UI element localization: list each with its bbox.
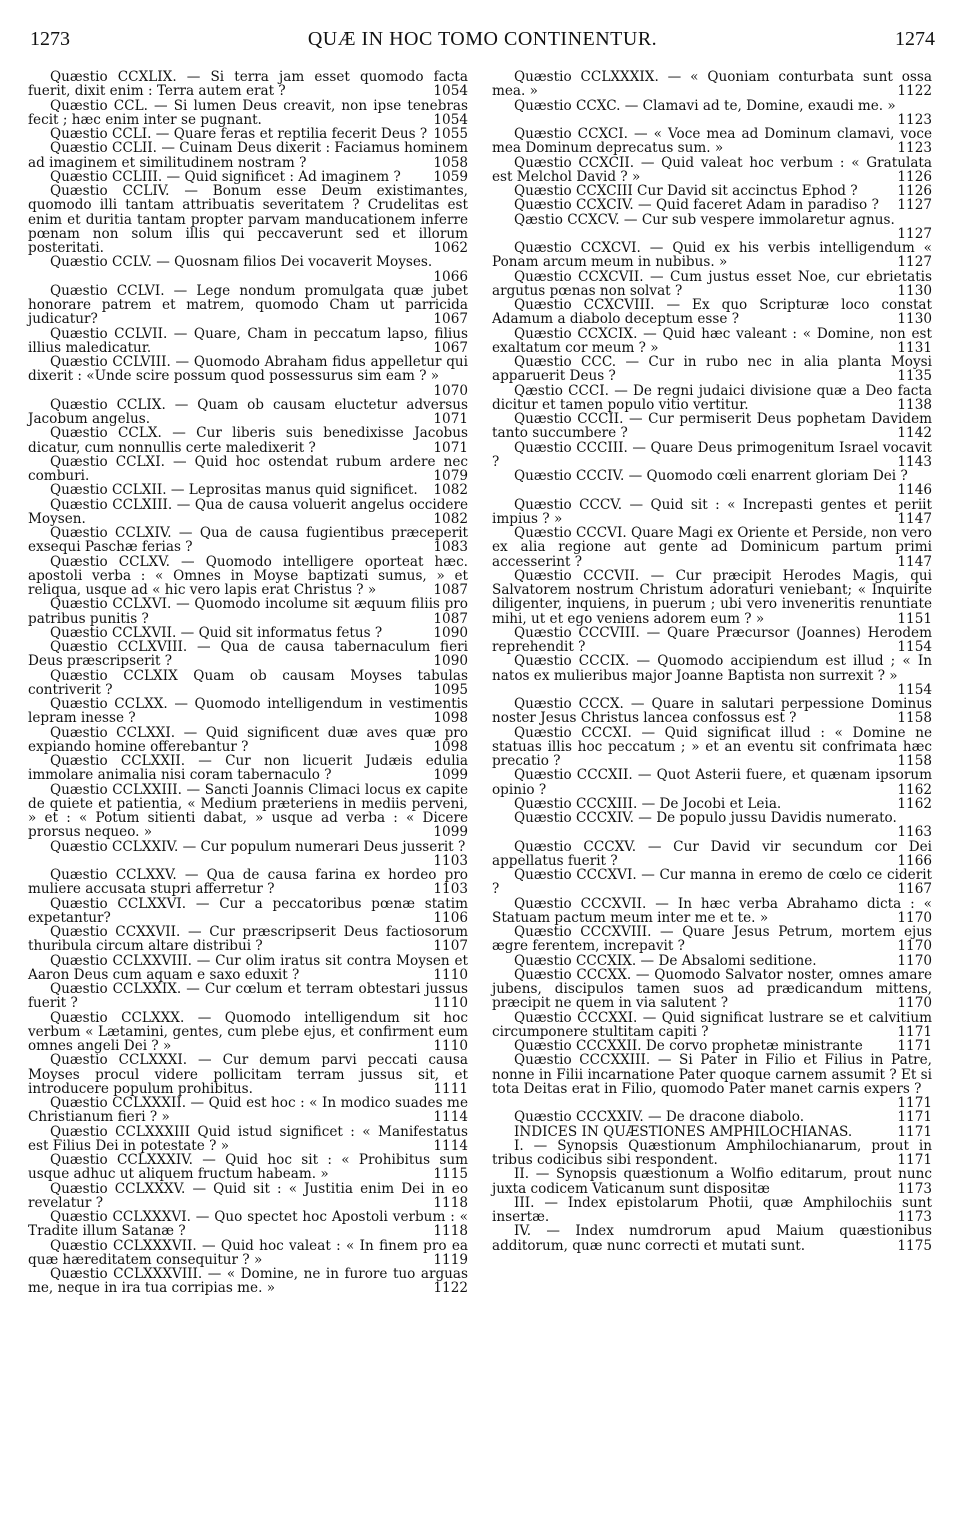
index-entry (492, 954, 932, 968)
index-entry (28, 1182, 468, 1211)
column-reference: 1171 (897, 1123, 932, 1140)
index-entry (28, 255, 468, 284)
column-reference: 1090 (433, 624, 468, 641)
index-entry (28, 498, 468, 527)
entry-text: Quæstio CCXXVII. — Cur præscripserit Deus factiosorum thuribula circum altare distribui ? (28, 924, 468, 955)
entry-text: Quæstio CCLIV. — Bonum esse Deum existimantes, quomodo illi tantam attribuatis severitatem ? Crudelitas est enim et duritia tantam propter parvam manducationem inferre pœnam non solum illis qui peccaverunt sed et illorum posteritati. (28, 183, 468, 256)
column-reference: 1166 (897, 852, 932, 869)
index-entry (28, 526, 468, 555)
column-reference: 1122 (433, 1280, 468, 1297)
column-reference: 1062 (433, 240, 468, 256)
entry-text: Quæstio CCCXVII. — In hæc verba Abrahamo dicta : « Statuam pactum meum inter me et te. » (492, 895, 932, 926)
index-entry (28, 141, 468, 170)
column-reference: 1070 (433, 382, 468, 399)
column-reference: 1123 (897, 140, 932, 157)
index-entry (28, 925, 468, 954)
column-reference: 1171 (897, 1023, 932, 1040)
column-reference: 1118 (433, 1194, 468, 1211)
column-reference: 1114 (433, 1109, 468, 1126)
column-reference: 1154 (897, 639, 932, 655)
column-reference: 1090 (433, 653, 468, 670)
index-entry (492, 726, 932, 769)
entry-text: Quæstio CCCXIII. — De Jocobi et Leia. (514, 795, 782, 812)
index-entry (492, 99, 932, 128)
index-entry (28, 640, 468, 669)
column-reference: 1119 (433, 1251, 468, 1268)
index-entry (492, 184, 932, 198)
column-reference: 1071 (433, 439, 468, 456)
index-entry (28, 868, 468, 897)
entry-text: Quæstio CCLXXXIV. — Quid hoc sit : « Prohibitus sum usque adhuc ut aliquem fructum habeam. » (28, 1152, 468, 1183)
index-entry (492, 1224, 932, 1253)
entry-text: Quæstio CCXCVI. — Quid ex his verbis intelligendum « Ponam arcum meum in nubibus. » (492, 240, 932, 271)
entry-text: Quæstio CCCXX. — Quomodo Salvator noster, omnes amare jubens, discipulos tamen suos ad prædicandum mittens, præcipit ne quem in via salutent ? (492, 966, 932, 1012)
column-reference: 1143 (897, 453, 932, 470)
column-reference: 1171 (897, 1095, 932, 1111)
page-number-right: 1274 (895, 28, 935, 50)
entry-text: Quæstio CCLXXXV. — Quid sit : « Justitia enim Dei in eo revelatur ? (28, 1180, 468, 1211)
column-reference: 1126 (897, 183, 932, 199)
index-entry (492, 1139, 932, 1168)
entry-text: Quæstio CCCXI. — Quid significat illud : « Domine ne statuas illis hoc peccatum ; » et an eventu sit confrimata hæc precatio ? (492, 724, 932, 769)
entry-text: Quæstio CCLXXXII. — Quid est hoc : « In modico suades me Christianum fieri ? » (28, 1095, 468, 1126)
index-entry (28, 555, 468, 598)
column-reference: 1098 (433, 710, 468, 727)
index-entry (492, 811, 932, 840)
index-entry (492, 897, 932, 926)
column-reference: 1131 (897, 339, 932, 356)
index-entry (492, 626, 932, 655)
column-reference: 1175 (897, 1237, 932, 1254)
index-entry (492, 654, 932, 697)
entry-text: Quæstio CCLXVI. — Quomodo incolume sit æquum filiis pro patribus punitis ? (28, 596, 468, 627)
column-reference: 1106 (433, 909, 468, 926)
entry-text: Quæstio CCCIII. — Quare Deus primogenitum Israel vocavit ? (492, 439, 932, 470)
index-entry (28, 783, 468, 840)
column-reference: 1167 (897, 881, 932, 898)
entry-text: Quæstio CCLXXIV. — Cur populum numerari Deus jusserit ? (50, 838, 466, 855)
index-entry (492, 498, 932, 527)
entry-text: Quæstio CCLXV. — Quomodo intelligere oporteat hæc. apostoli verba : « Omnes in Moyse baptizati sumus, » et reliqua, usque ad « hic vero lapis erat Christus ? » (28, 553, 468, 598)
index-entry (492, 384, 932, 413)
index-entry (492, 868, 932, 897)
column-reference: 1115 (433, 1166, 468, 1183)
column-reference: 1067 (433, 311, 468, 328)
entry-text: Quæstio CCCII. — Cur permiserit Deus pophetam Davidem tanto succumbere ? (492, 411, 932, 442)
index-entry (28, 284, 468, 327)
entry-text: I. — Synopsis Quæstionum Amphilochianarum, prout in tribus codicibus sibi respondent. (492, 1137, 932, 1168)
index-entry (492, 327, 932, 356)
column-reference: 1170 (897, 938, 932, 955)
column-reference: 1114 (433, 1137, 468, 1154)
column-reference: 1083 (433, 539, 468, 556)
index-entry (28, 626, 468, 640)
entry-text: Quæstio CCXCII. — Quid valeat hoc verbum : « Gratulata est Melchol David ? » (492, 154, 932, 185)
entry-text: Quæstio CCLXI. — Quid hoc ostendat rubum ardere nec comburi. (28, 453, 468, 484)
entry-text: Quæstio CCLXVII. — Quid sit informatus fetus ? (50, 624, 383, 641)
index-entry (28, 669, 468, 698)
entry-text: Quæstio CCLXXV. — Qua de causa farina ex hordeo pro muliere accusata stupri afferretur ? (28, 867, 468, 898)
entry-text: Quæstio CCLXXX. — Quomodo intelligendum sit hoc verbum « Lætamini, gentes, cum plebe ejus, et confirment eum omnes angeli Dei ? » (28, 1009, 468, 1054)
index-entry (492, 1110, 932, 1124)
index-entry (28, 70, 468, 99)
entry-text: Quæstio CCLIX. — Quam ob causam eluctetur adversus Jacobum angelus. (28, 396, 468, 427)
entry-text: Quæstio CCCX. — Quare in salutari perpessione Dominus noster Jesus Christus lancea confossus est ? (492, 696, 932, 727)
index-entry (28, 697, 468, 726)
column-reference: 1170 (897, 909, 932, 926)
column-reference: 1138 (897, 396, 932, 413)
index-entry (492, 412, 932, 441)
column-reference: 1071 (433, 411, 468, 427)
column-reference: 1170 (897, 952, 932, 969)
index-entry (28, 127, 468, 141)
entry-text: Quæstio CCLV. — Quosnam filios Dei vocaverit Moyses. (50, 254, 433, 271)
entry-text: Quæstio CCLXXII. — Cur non licuerit Judæis edulia immolare animalia nisi coram tabernaculo ? (28, 753, 468, 784)
index-entry (492, 127, 932, 156)
entry-text: Quæstio CCLXII. — Leprositas manus quid significet. (50, 482, 418, 499)
column-reference: 1162 (897, 781, 932, 798)
index-entry (28, 355, 468, 398)
column-reference: 1154 (897, 681, 932, 698)
column-reference: 1087 (433, 582, 468, 598)
index-entry (492, 797, 932, 811)
index-entry (28, 897, 468, 926)
entry-text: Quæstio CCCXIX. — De Absalomi seditione. (514, 952, 817, 969)
running-title: QUÆ IN HOC TOMO CONTINENTUR. (307, 28, 658, 50)
index-entry (492, 768, 932, 797)
entry-text: Quæstio CCLXXVI. — Cur a peccatoribus pœnæ statim expetantur? (28, 895, 468, 926)
index-entry (28, 840, 468, 869)
entry-text: Quæstio CCCXVI. — Cur manna in eremo de cœlo ce ciderit ? (492, 867, 932, 898)
column-reference: 1151 (897, 610, 932, 627)
index-entry (28, 1011, 468, 1054)
index-entry (492, 1011, 932, 1040)
column-reference: 1099 (433, 824, 468, 841)
index-entry (28, 1210, 468, 1239)
entry-text: Quæstio CCCXXIII. — Si Pater in Filio et Filius in Patre, nonne in Filii incarnatione Pater quoque carnem assumit ? Et si tota Deitas erat in Filio, quomodo Pater manet carnis expers ? (492, 1052, 932, 1097)
entry-text: Quæstio CCCV. — Quid sit : « Increpasti gentes et periit impius ? » (492, 496, 932, 527)
column-reference: 1122 (897, 83, 932, 100)
column-reference: 1142 (897, 425, 932, 442)
index-entry (28, 184, 468, 255)
entry-text: Qæstio CCXCV. — Cur sub vespere immolaretur agnus. (514, 211, 895, 228)
entry-text: Quæstio CCLXXI. — Quid significent duæ aves quæ pro expiando homine offerebantur ? (28, 724, 468, 755)
index-entry (492, 1196, 932, 1225)
index-entry (28, 982, 468, 1011)
index-entry (492, 697, 932, 726)
column-reference: 1067 (433, 339, 468, 356)
column-reference: 1058 (433, 154, 468, 171)
column-reference: 1054 (433, 111, 468, 128)
entry-text: Quæstio CCXCVIII. — Ex quo Scripturæ loco constat Adamum a diabolo deceptum esse ? (492, 297, 932, 328)
entry-text: Qæstio CCCI. — De regni judaici divisione quæ a Deo facta dicitur et tamen populo vitio vertitur. (492, 382, 932, 413)
entry-text: Quæstio CCLXXXI. — Cur demum parvi peccati causa Moyses procul videre pollicitam terram jussus sit, et introducere populum prohibitus. (28, 1052, 468, 1097)
column-reference: 1158 (897, 710, 932, 727)
entry-text: Quæstio CCXCIX. — Quid hæc valeant : « Domine, non est exaltatum cor meum ? » (492, 325, 932, 356)
index-entry (28, 398, 468, 427)
column-reference: 1130 (897, 311, 932, 328)
index-entry (492, 1053, 932, 1110)
entry-text: Quæstio CCLIII. — Quid significet : Ad imaginem ? (50, 168, 401, 185)
column-reference: 1162 (897, 795, 932, 812)
entry-text: Quæstio CCXCIII Cur David sit accinctus Ephod ? (514, 183, 858, 199)
index-entry (28, 1153, 468, 1182)
column-reference: 1126 (897, 168, 932, 185)
column-reference: 1095 (433, 681, 468, 698)
entry-text: Quæstio CCCXXIV. — De dracone diabolo. (514, 1109, 805, 1126)
entry-text: Quæstio CCLXXVIII. — Cur olim iratus sit contra Moysen et Aaron Deus cum aquam e saxo eduxit ? (28, 952, 468, 983)
entry-text: Quæstio CCC. — Cur in rubo nec in alia planta Moysi apparuerit Deus ? (492, 354, 932, 385)
index-entry (28, 483, 468, 497)
index-entry (28, 1125, 468, 1154)
entry-text: Quæstio CCLVI. — Lege nondum promulgata quæ jubet honorare patrem et matrem, quomodo Cham ut parricida judicatur? (28, 282, 468, 328)
column-reference: 1054 (433, 83, 468, 100)
entry-text: Quæstio CCLXXIX. — Cur cœlum et terram obtestari jussus fuerit ? (28, 981, 468, 1012)
index-entry (492, 469, 932, 498)
column-reference: 1107 (433, 938, 468, 955)
index-entry (492, 156, 932, 185)
index-entry (28, 455, 468, 484)
index-entry (492, 526, 932, 569)
column-reference: 1098 (433, 738, 468, 755)
column-reference: 1087 (433, 610, 468, 627)
index-entry (28, 170, 468, 184)
index-entry (492, 1039, 932, 1053)
entry-text: Quæstio CCCXVIII. — Quare Jesus Petrum, mortem ejus ægre ferentem, increpavit ? (492, 924, 932, 955)
index-entry (492, 213, 932, 242)
index-entry (28, 1053, 468, 1096)
entry-text: Quæstio CCLXXIII. — Sancti Joannis Climaci locus ex capite de quiete et patientia, « Medium præteriens in mediis perveni, » et : « Potum sitienti dabat, » usque ad verba : « Dicere prorsus nequeo. » (28, 781, 468, 841)
index-entry (492, 355, 932, 384)
entry-text: IV. — Index numdrorum apud Maium quæstionibus additorum, quæ nunc correcti et mutati sunt. (492, 1223, 932, 1254)
entry-text: Quæstio CCLXX. — Quomodo intelligendum in vestimentis lepram inesse ? (28, 696, 468, 727)
column-reference: 1147 (897, 553, 932, 570)
index-entry (492, 270, 932, 299)
column-reference: 1110 (433, 995, 468, 1012)
entry-text: Quæstio CCXLIX. — Si terra jam esset quomodo facta fuerit, dixit enim : Terra autem erat ? (28, 69, 468, 100)
index-entry (28, 1239, 468, 1268)
left-column (28, 70, 468, 1296)
column-reference: 1082 (433, 482, 468, 499)
index-entry (28, 426, 468, 455)
column-reference: 1118 (433, 1223, 468, 1240)
page-number-left: 1273 (30, 28, 70, 50)
entry-text: Quæstio CCXCI. — « Voce mea ad Dominum clamavi, voce mea Dominum deprecatus sum. » (492, 126, 932, 157)
entry-text: Quæstio CCL. — Si lumen Deus creavit, non ipse tenebras fecit ; hæc enim inter se pugnant. (28, 97, 468, 128)
entry-text: Quæstio CCLXXXVII. — Quid hoc valeat : « In finem pro ea quæ hæreditatem consequitur ? » (28, 1237, 468, 1268)
entry-text: Quæstio CCLXVIII. — Qua de causa tabernaculum fieri Deus præscripserit ? (28, 639, 468, 670)
index-entry (492, 70, 932, 99)
index-entry (28, 99, 468, 128)
entry-text: Quæstio CCXCVII. — Cum justus esset Noe, cur ebrietatis argutus pœnas non solvat ? (492, 268, 932, 299)
column-reference: 1059 (433, 168, 468, 185)
entry-text: Quæstio CCXC. — Clamavi ad te, Domine, exaudi me. » (514, 97, 896, 114)
entry-text: III. — Index epistolarum Photii, quæ Amphilochiis sunt insertæ. (492, 1194, 932, 1225)
index-entry (492, 1125, 932, 1139)
entry-text: Quæstio CCLX. — Cur liberis suis benedixisse Jacobus dicatur, cum nonnullis certe maledixerit ? (28, 425, 468, 456)
column-reference: 1082 (433, 510, 468, 527)
entry-text: Quæstio CCLXIX Quam ob causam Moyses tabulas contriverit ? (28, 667, 468, 698)
column-reference: 1123 (897, 111, 932, 128)
column-reference: 1171 (897, 1038, 932, 1054)
column-reference: 1158 (897, 753, 932, 769)
index-entry (28, 726, 468, 755)
entry-text: Quæstio CCLVIII. — Quomodo Abraham fidus appelletur qui dixerit : «Unde scire possum quod possessurus sim eam ? » (28, 354, 468, 385)
entry-text: Quæstio CCCXXII. De corvo prophetæ ministrante (514, 1038, 863, 1054)
index-entry (28, 1267, 468, 1296)
entry-text: Quæstio CCCVII. — Cur præcipit Herodes Magis, qui Salvatorem nostrum Christum adoraturi veniebant; « Inquirite diligenter, inquiens, in puerum ; ubi vero inveneritis renuntiate mihi, ut et ego veniens adorem eum ? » (492, 567, 932, 627)
entry-text: Quæstio CCLXXXIX. — « Quoniam conturbata sunt ossa mea. » (492, 69, 932, 100)
index-entry (492, 968, 932, 1011)
entry-text: Quæstio CCLI. — Quare feras et reptilia fecerit Deus ? (50, 126, 428, 142)
entry-text: Quæstio CCLXXXVIII. — « Domine, ne in furore tuo arguas me, neque in ira tua corripias me. » (28, 1266, 468, 1297)
entry-text: II. — Synopsis quæstionum a Wolfio editarum, prout nunc juxta codicem Vaticanum sunt dispositæ (492, 1166, 932, 1197)
column-reference: 1103 (433, 852, 468, 869)
index-entry (28, 327, 468, 356)
column-reference: 1147 (897, 510, 932, 527)
entry-text: Quæstio CCLVII. — Quare, Cham in peccatum lapso, filius illius maledicatur. (28, 325, 468, 356)
column-reference: 1103 (433, 881, 468, 898)
column-reference: 1163 (897, 824, 932, 841)
entry-text: Quæstio CCLXXXIII Quid istud significet : « Manifestatus est Filius Dei in potestate ? » (28, 1123, 468, 1154)
index-entry (492, 569, 932, 626)
entry-text: Quæstio CCLII. — Cuinam Deus dixerit : Faciamus hominem ad imaginem et similitudinem nostram ? (28, 140, 468, 171)
entry-text: Quæstio CCCXII. — Quot Asterii fuere, et quænam ipsorum opinio ? (492, 767, 932, 798)
column-reference: 1111 (433, 1080, 468, 1097)
index-entry (492, 925, 932, 954)
index-entry (28, 1096, 468, 1125)
column-reference: 1135 (897, 368, 932, 385)
column-reference: 1127 (897, 197, 932, 214)
column-reference: 1055 (433, 126, 468, 142)
index-entry (28, 597, 468, 626)
entry-text: Quæstio CCCXV. — Cur David vir secundum cor Dei appellatus fuerit ? (492, 838, 932, 869)
entry-text: Quæstio CCCXXI. — Quid significat lustrare se et calvitium circumponere stultitam capiti ? (492, 1009, 932, 1040)
index-entry (28, 754, 468, 783)
index-entry (492, 241, 932, 270)
page-header (30, 28, 935, 54)
column-reference: 1099 (433, 767, 468, 784)
index-entry (492, 840, 932, 869)
entry-text: Quæstio CCLXIV. — Qua de causa fugientibus præceperit exsequi Paschæ ferias ? (28, 525, 468, 556)
column-reference: 1127 (897, 254, 932, 271)
entry-text: Quæstio CCCIV. — Quomodo cœli enarrent gloriam Dei ? (514, 468, 908, 484)
column-reference: 1170 (897, 995, 932, 1012)
column-reference: 1130 (897, 282, 932, 299)
index-entry (492, 441, 932, 470)
index-entry (492, 198, 932, 212)
entry-text: Quæstio CCLXIII. — Qua de causa voluerit angelus occidere Moysen. (28, 496, 468, 527)
entry-text: Quæstio CCCXIV. — De populo jussu Davidis numerato. (514, 810, 897, 826)
entry-text: Quæstio CCCVI. Quare Magi ex Oriente et Perside, non vero ex alia regione aut gente ad Dominicum partum primi accesserint ? (492, 525, 932, 570)
column-reference: 1110 (433, 966, 468, 983)
right-column (492, 70, 932, 1253)
column-reference: 1171 (897, 1152, 932, 1168)
column-reference: 1171 (897, 1109, 932, 1126)
entry-text: Quæstio CCCIX. — Quomodo accipiendum est illud ; « In natos ex mulieribus major Joanne Baptista non surrexit ? » (492, 653, 932, 684)
column-reference: 1173 (897, 1209, 932, 1225)
entry-text: Quæstio CCLXXXVI. — Quo spectet hoc Apostoli verbum : « Tradite illum Satanæ ? (28, 1209, 468, 1240)
column-reference: 1146 (897, 482, 932, 499)
index-entry (28, 954, 468, 983)
index-entry (492, 298, 932, 327)
column-reference: 1127 (897, 225, 932, 242)
column-reference: 1066 (433, 268, 468, 285)
column-reference: 1079 (433, 468, 468, 484)
entry-text: INDICES IN QUÆSTIONES AMPHILOCHIANAS. (514, 1123, 853, 1140)
index-entry (492, 1167, 932, 1196)
column-reference: 1173 (897, 1180, 932, 1197)
entry-text: Quæstio CCXCIV. — Quid faceret Adam in paradiso ? (514, 197, 879, 214)
column-reference: 1110 (433, 1038, 468, 1054)
entry-text: Quæstio CCCVIII. — Quare Præcursor (Joannes) Herodem reprehendit ? (492, 624, 932, 655)
